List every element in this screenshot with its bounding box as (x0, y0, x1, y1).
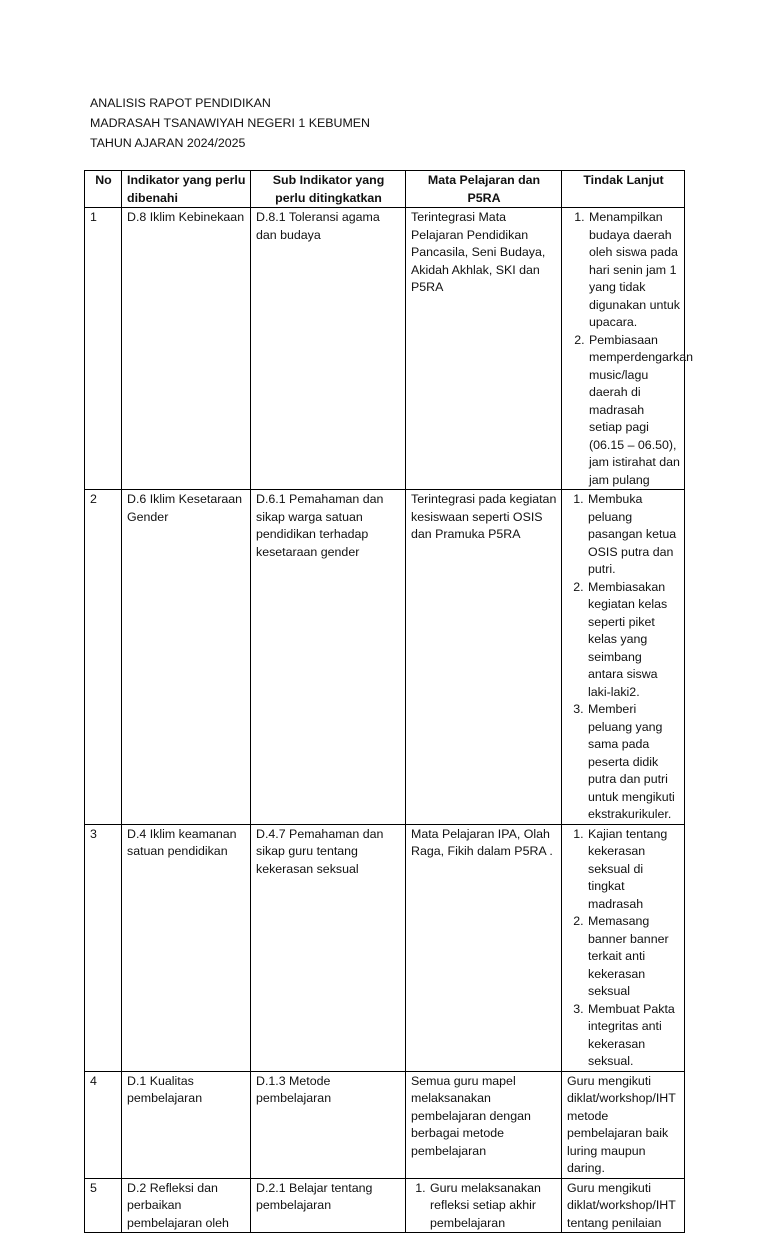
column-header-mapel: Mata Pelajaran dan P5RA (406, 171, 562, 208)
list-item: 2. Memasang banner banner terkait anti kekerasan seksual (587, 913, 680, 1001)
list-item: 3. Memberi peluang yang sama pada peserta didik putra dan putri untuk mengikuti ekstrakurikuler. (587, 701, 680, 824)
tindak-lanjut-cell (562, 824, 685, 1071)
sub-indikator-cell: D.1.3 Metode pembelajaran (251, 1071, 406, 1178)
table-row (85, 824, 685, 1071)
indikator-cell: D.8 Iklim Kebinekaan (122, 208, 251, 490)
row-number: 5 (85, 1178, 122, 1233)
table-row (85, 1071, 685, 1178)
column-header-sub-indikator: Sub Indikator yang perlu ditingkatkan (251, 171, 406, 208)
indikator-cell: D.6 Iklim Kesetaraan Gender (122, 490, 251, 825)
sub-indikator-cell: D.2.1 Belajar tentang pembelajaran (251, 1178, 406, 1233)
indikator-cell: D.4 Iklim keamanan satuan pendidikan (122, 824, 251, 1071)
column-header-tindak-lanjut: Tindak Lanjut (562, 171, 685, 208)
row-number: 3 (85, 824, 122, 1071)
row-number: 1 (85, 208, 122, 490)
row-number: 2 (85, 490, 122, 825)
sub-indikator-cell: D.6.1 Pemahaman dan sikap warga satuan pendidikan terhadap kesetaraan gender (251, 490, 406, 825)
table-row (85, 208, 685, 490)
indikator-cell: D.2 Refleksi dan perbaikan pembelajaran oleh (122, 1178, 251, 1233)
mapel-cell (406, 1178, 562, 1233)
mapel-cell: Semua guru mapel melaksanakan pembelajaran dengan berbagai metode pembelajaran (406, 1071, 562, 1178)
list-item: 2. Pembiasaan memperdengarkan music/lagu daerah di madrasah setiap pagi (06.15 – 06.50), jam istirahat dan jam pulang (588, 332, 680, 490)
tindak-lanjut-cell (562, 208, 694, 490)
tindak-lanjut-cell: Guru mengikuti diklat/workshop/IHT tentang penilaian (562, 1178, 685, 1233)
document-heading (90, 93, 370, 153)
list-item: 1. Guru melaksanakan refleksi setiap akhir pembelajaran (429, 1180, 557, 1233)
academic-year: TAHUN AJARAN 2024/2025 (90, 136, 246, 150)
tindak-lanjut-cell: Guru mengikuti diklat/workshop/IHT metode pembelajaran baik luring maupun daring. (562, 1071, 685, 1178)
mapel-cell: Terintegrasi Mata Pelajaran Pendidikan Pancasila, Seni Budaya, Akidah Akhlak, SKI dan P5RA (406, 208, 562, 490)
mapel-cell: Mata Pelajaran IPA, Olah Raga, Fikih dalam P5RA . (406, 824, 562, 1071)
table-header-row (85, 171, 685, 208)
tindak-lanjut-cell (562, 490, 685, 825)
row-number: 4 (85, 1071, 122, 1178)
sub-indikator-cell: D.8.1 Toleransi agama dan budaya (251, 208, 406, 490)
column-header-no: No (85, 171, 122, 208)
list-item: 2. Membiasakan kegiatan kelas seperti piket kelas yang seimbang antara siswa laki-laki2. (587, 579, 680, 702)
table-row (85, 1178, 685, 1233)
school-name: MADRASAH TSANAWIYAH NEGERI 1 KEBUMEN (90, 116, 370, 130)
list-item: 1. Membuka peluang pasangan ketua OSIS putra dan putri. (587, 491, 680, 579)
list-item: 3. Membuat Pakta integritas anti kekerasan seksual. (587, 1001, 680, 1071)
list-item: 1. Menampilkan budaya daerah oleh siswa pada hari senin jam 1 yang tidak digunakan untuk upacara. (588, 209, 680, 332)
table-row (85, 490, 685, 825)
document-title: ANALISIS RAPOT PENDIDIKAN (90, 96, 271, 110)
list-item: 1. Kajian tentang kekerasan seksual di tingkat madrasah (587, 826, 680, 914)
column-header-indikator: Indikator yang perlu dibenahi (122, 171, 251, 208)
indikator-cell: D.1 Kualitas pembelajaran (122, 1071, 251, 1178)
sub-indikator-cell: D.4.7 Pemahaman dan sikap guru tentang kekerasan seksual (251, 824, 406, 1071)
analysis-table (84, 170, 694, 1233)
mapel-cell: Terintegrasi pada kegiatan kesiswaan seperti OSIS dan Pramuka P5RA (406, 490, 562, 825)
